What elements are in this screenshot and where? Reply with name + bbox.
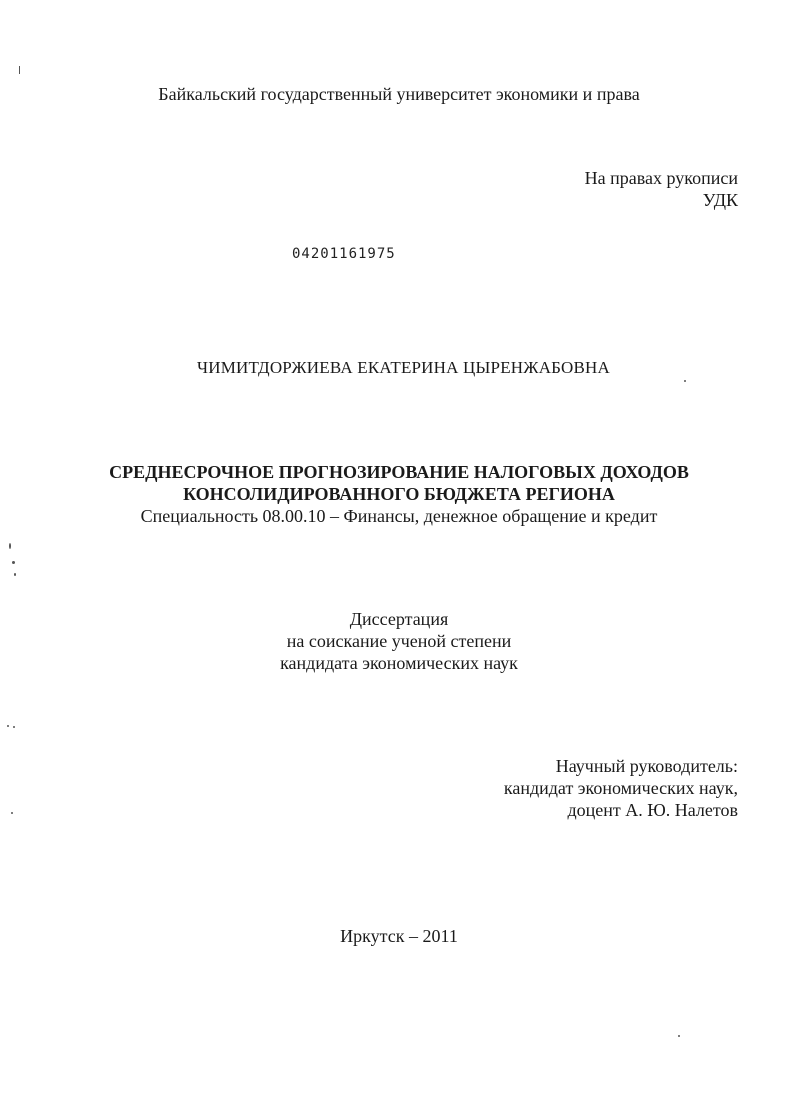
supervisor-label: Научный руководитель:: [555, 756, 738, 776]
degree-line-2: на соискание ученой степени: [286, 631, 512, 651]
supervisor-block: [504, 755, 738, 821]
scan-artifact: [678, 1035, 680, 1037]
registration-number: 04201161975: [292, 246, 396, 262]
scan-artifact: [9, 543, 11, 549]
scan-artifact: [19, 66, 20, 74]
thesis-title-line-1: СРЕДНЕСРОЧНОЕ ПРОГНОЗИРОВАНИЕ НАЛОГОВЫХ ДОХОДОВ: [109, 462, 689, 482]
university-name: Байкальский государственный университет экономики и права: [158, 84, 640, 104]
manuscript-note: [585, 167, 738, 211]
scan-artifact: [14, 573, 16, 576]
author-name: ЧИМИТДОРЖИЕВА ЕКАТЕРИНА ЦЫРЕНЖАБОВНА: [197, 358, 611, 377]
scan-artifact: [7, 725, 9, 727]
city-year: Иркутск – 2011: [340, 926, 458, 946]
thesis-title-line-2: КОНСОЛИДИРОВАННОГО БЮДЖЕТА РЕГИОНА: [183, 484, 615, 504]
degree-line-1: Диссертация: [349, 609, 449, 629]
supervisor-name: доцент А. Ю. Налетов: [567, 800, 738, 820]
udk-label: УДК: [702, 190, 738, 210]
scan-artifact: [13, 726, 15, 728]
manuscript-rights: На правах рукописи: [584, 168, 738, 188]
supervisor-degree: кандидат экономических наук,: [503, 778, 738, 798]
thesis-specialty: Специальность 08.00.10 – Финансы, денежное обращение и кредит: [140, 506, 658, 526]
scan-artifact: [12, 561, 15, 564]
scan-artifact: [11, 812, 13, 814]
scan-artifact: [684, 380, 686, 382]
degree-line-3: кандидата экономических наук: [280, 653, 518, 673]
